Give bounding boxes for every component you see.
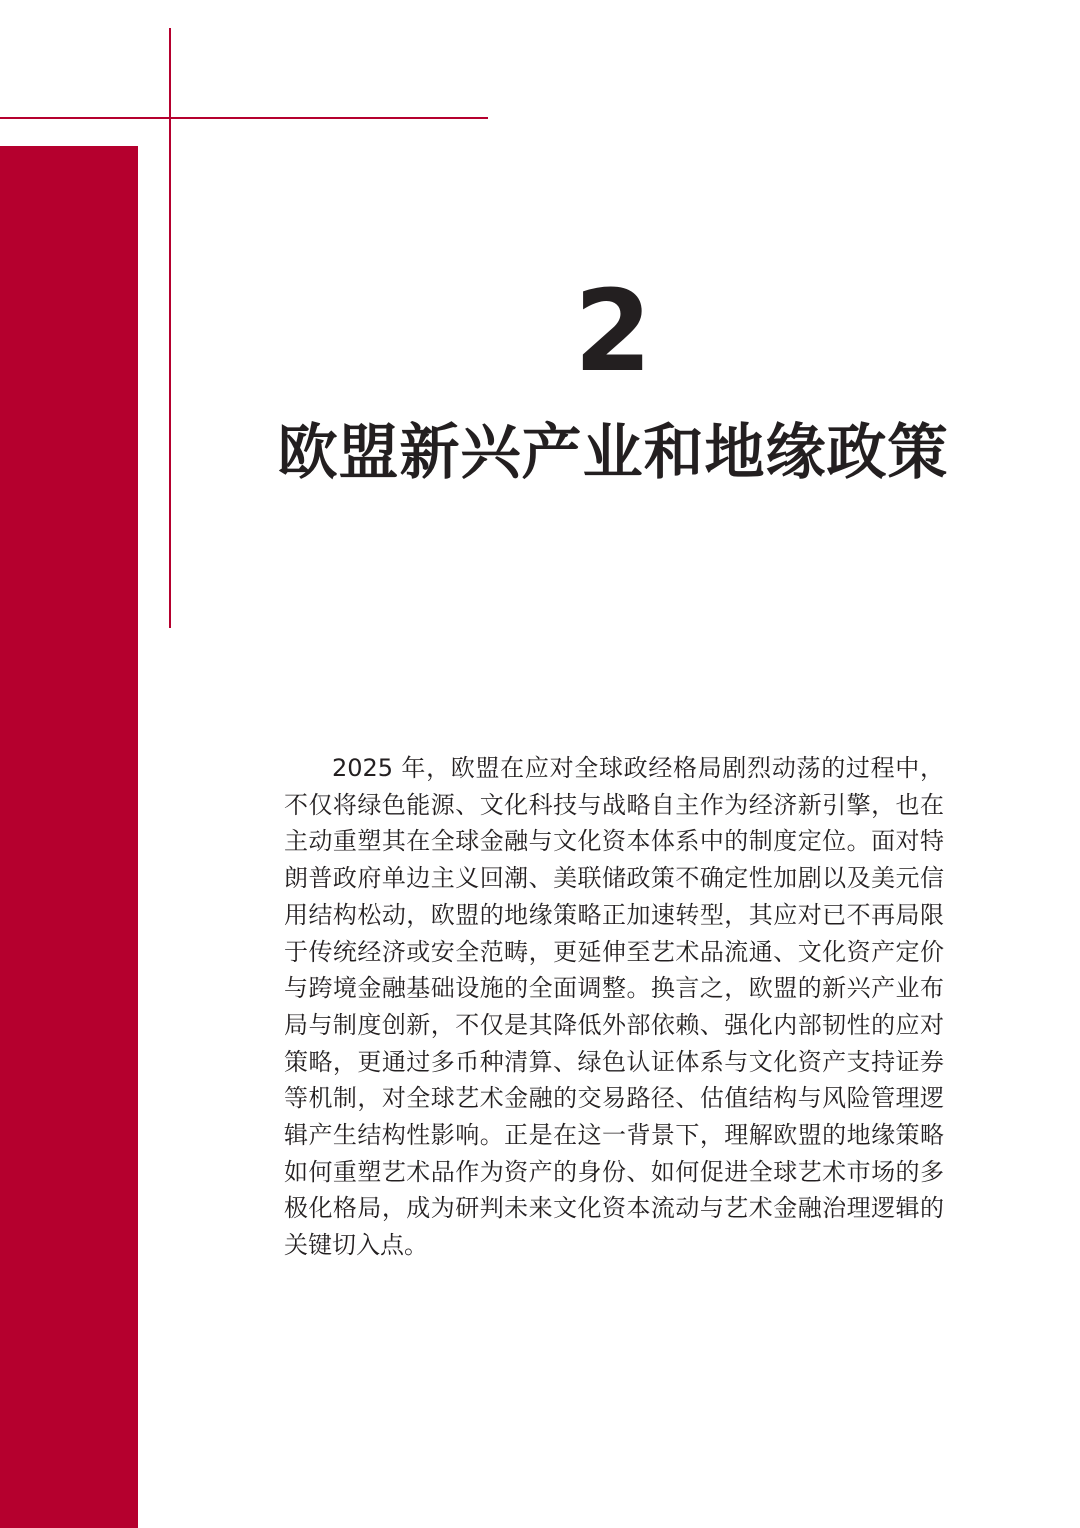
chapter-number: 2 (574, 267, 652, 397)
chapter-title: 欧盟新兴产业和地缘政策 (277, 418, 949, 488)
horizontal-rule (0, 117, 488, 119)
intro-paragraph: 2025 年，欧盟在应对全球政经格局剧烈动荡的过程中，不仅将绿色能源、文化科技与战略自主作为经济新引擎，也在主动重塑其在全球金融与文化资本体系中的制度定位。面对特朗普政府单边主义回潮、美联储政策不确定性加剧以及美元信用结构松动，欧盟的地缘策略正加速转型，其应对已不再局限于传统经济或安全范畴，更延伸至艺术品流通、文化资产定价与跨境金融基础设施的全面调整。换言之，欧盟的新兴产业布局与制度创新，不仅是其降低外部依赖、强化内部韧性的应对策略，更通过多币种清算、绿色认证体系与文化资产支持证券等机制，对全球艺术金融的交易路径、估值结构与风险管理逻辑产生结构性影响。正是在这一背景下，理解欧盟的地缘策略如何重塑艺术品作为资产的身份、如何促进全球艺术市场的多极化格局，成为研判未来文化资本流动与艺术金融治理逻辑的关键切入点。 (284, 754, 944, 1260)
red-side-bar (0, 146, 138, 1528)
